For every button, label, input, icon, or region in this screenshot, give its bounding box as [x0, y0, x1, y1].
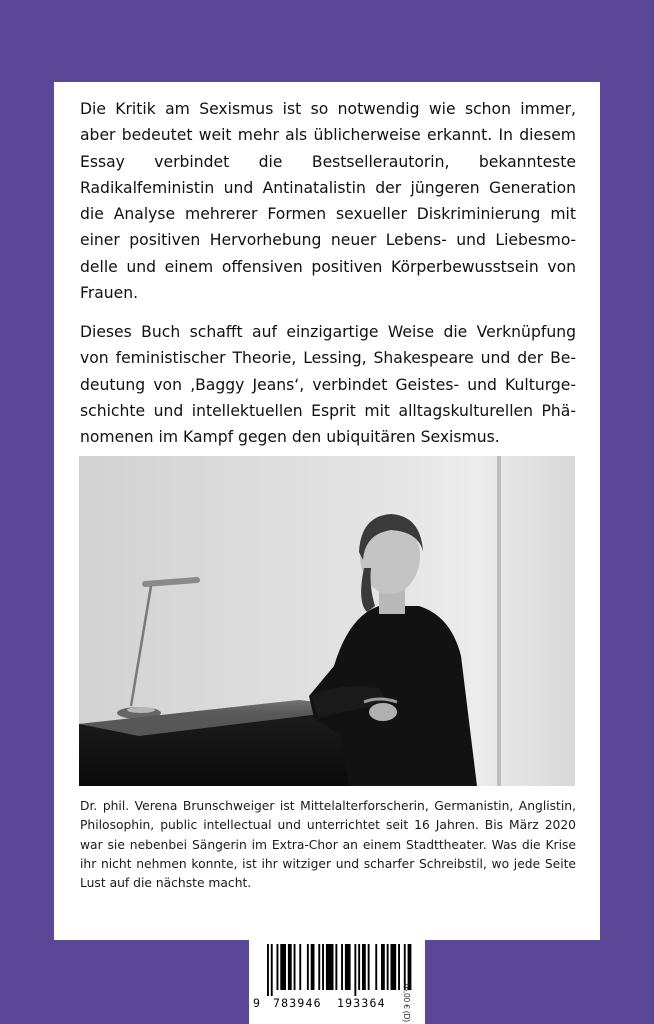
back-cover-panel	[54, 82, 600, 940]
price-label: 16,00 € (D)	[402, 982, 411, 1023]
isbn-barcode	[249, 938, 425, 1024]
author-photo	[79, 456, 575, 786]
barcode-digit-first: 9	[253, 996, 262, 1010]
blurb-paragraph-2: Dieses Buch schafft auf einzigartige Weise die Verknüpfung von feministischer Theorie, Lessing, Shakespeare und der Bedeutung von ‚Baggy Jeans‘, verbindet Geistes- und Kulturgeschichte und intellektuellen Esprit mit alltagskulturellen Phänomenen im Kampf gegen den ubiquitären Sexismus.	[80, 323, 576, 447]
barcode-bars	[249, 938, 425, 998]
author-bio: Dr. phil. Verena Brunschweiger ist Mittelalterforscherin, Germanistin, Anglistin, Philosophin, public intellectual und unterrichtet seit 16 Jahren. Bis März 2020 war sie nebenbei Sängerin im Extra-Chor an einem Stadttheater. Was die Krise ihr nicht nehmen konnte, ist ihr witziger und scharfer Schreibstil, wo jede Seite Lust auf die nächste macht.	[80, 799, 576, 891]
blurb-paragraph-1: Die Kritik am Sexismus ist so notwendig wie schon immer, aber bedeutet weit mehr als üblicherweise erkannt. In diesem Essay verbindet die Bestsellerautorin, bekannteste Radikalfeministin und Antinatalistin der jüngeren Generation die Analyse mehrerer Formen sexueller Diskriminierung mit einer positiven Hervorhebung neuer Lebens- und Liebesmodelle und einem offensiven positiven Körperbewusstsein von Frauen.	[80, 100, 576, 303]
barcode-digits-right: 193364	[337, 996, 386, 1010]
barcode-digits-left: 783946	[273, 996, 322, 1010]
